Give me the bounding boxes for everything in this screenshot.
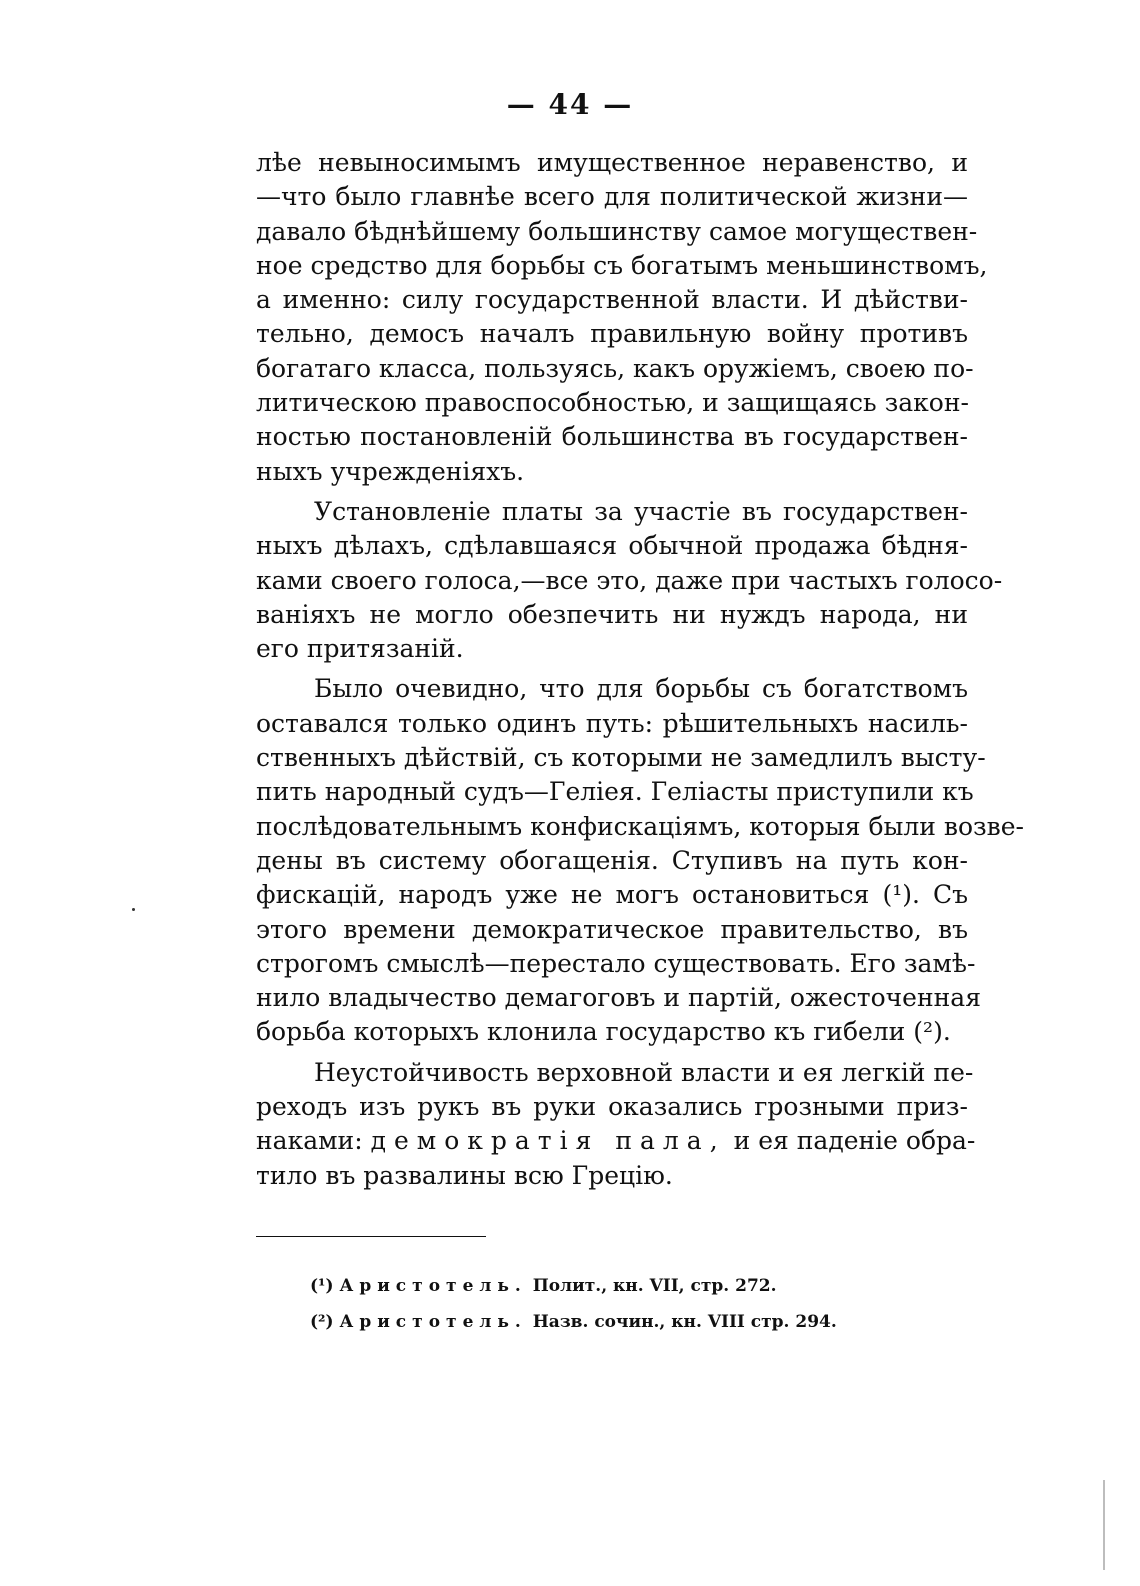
paragraph-3 <box>256 672 1024 1049</box>
text-line: ныхъ учрежденіяхъ. <box>256 456 525 486</box>
text-line: —что было главнѣе всего для политической жизни— <box>256 182 968 212</box>
text-line: нило владычество демагоговъ и партій, ожесточенная <box>256 983 981 1013</box>
page-number: — 44 — <box>506 88 634 121</box>
text-line: борьба которыхъ клонила государство къ гибели (²). <box>256 1017 951 1047</box>
footnote-author: Аристотель. <box>339 1276 527 1296</box>
footnote-author: Аристотель. <box>339 1312 527 1332</box>
footnote-2 <box>310 1304 950 1340</box>
text-line: тельно, демосъ началъ правильную войну противъ <box>256 319 968 349</box>
main-text <box>256 146 1024 1193</box>
text-line: тило въ развалины всю Грецію. <box>256 1160 673 1190</box>
text-line: а именно: силу государственной власти. И дѣйстви- <box>256 285 968 315</box>
spaced-emphasis: демократія пала, <box>370 1126 726 1156</box>
text-line: Неустойчивость верховной власти и ея легкій пе- <box>314 1057 974 1087</box>
paragraph-4 <box>256 1056 976 1193</box>
text-line: давало бѣднѣйшему большинству самое могуществен- <box>256 216 978 246</box>
text-line: богатаго класса, пользуясь, какъ оружіемъ, своею по- <box>256 353 974 383</box>
scan-edge-mark <box>1103 1480 1105 1570</box>
text-line: его притязаній. <box>256 634 464 664</box>
text-line: лѣе невыносимымъ имущественное неравенство, и <box>256 148 968 177</box>
footnote-separator <box>256 1236 486 1237</box>
footnote-reference: Полит., кн. VII, стр. 272. <box>532 1276 777 1296</box>
text-line: ностью постановленій большинства въ государствен- <box>256 422 968 452</box>
text-line: Установленіе платы за участіе въ государствен- <box>314 496 968 526</box>
scan-speck <box>132 908 135 911</box>
text-line: послѣдовательнымъ конфискаціямъ, которыя были возве- <box>256 811 1024 841</box>
text-line: фискацій, народъ уже не могъ остановиться (¹). Съ <box>256 880 968 910</box>
text-line: строгомъ смыслѣ—перестало существовать. Его замѣ- <box>256 948 976 978</box>
text-line: ваніяхъ не могло обезпечить ни нуждъ народа, ни <box>256 599 968 629</box>
text-line: реходъ изъ рукъ въ руки оказались грозными приз- <box>256 1092 968 1122</box>
text-line: этого времени демократическое правительство, въ <box>256 914 968 944</box>
paragraph-1 <box>256 146 988 489</box>
footnote-mark: (¹) <box>310 1276 334 1296</box>
footnote-1 <box>310 1268 950 1304</box>
text-line: ныхъ дѣлахъ, сдѣлавшаяся обычной продажа бѣдня- <box>256 531 968 561</box>
text-line: пить народный судъ—Геліея. Геліасты приступили къ <box>256 777 974 807</box>
text-line: оставался только одинъ путь: рѣшительныхъ насиль- <box>256 708 968 738</box>
text-line: ное средство для борьбы съ богатымъ меньшинствомъ, <box>256 250 988 280</box>
text-fragment: и ея паденіе обра- <box>733 1126 976 1156</box>
footnotes <box>310 1268 950 1340</box>
footnote-reference: Назв. сочин., кн. VIII стр. 294. <box>532 1312 837 1332</box>
text-line: ками своего голоса,—все это, даже при частыхъ голосо- <box>256 565 1003 595</box>
text-line: Было очевидно, что для борьбы съ богатствомъ <box>314 674 968 704</box>
text-line: ственныхъ дѣйствій, съ которыми не замедлилъ высту- <box>256 743 986 773</box>
paragraph-2 <box>256 495 1003 666</box>
text-fragment: наками: <box>256 1126 363 1156</box>
text-line-mixed <box>256 1124 976 1158</box>
footnote-mark: (²) <box>310 1312 334 1332</box>
text-line: литическою правоспособностью, и защищаясь закон- <box>256 388 969 418</box>
text-line: дены въ систему обогащенія. Ступивъ на путь кон- <box>256 845 968 875</box>
